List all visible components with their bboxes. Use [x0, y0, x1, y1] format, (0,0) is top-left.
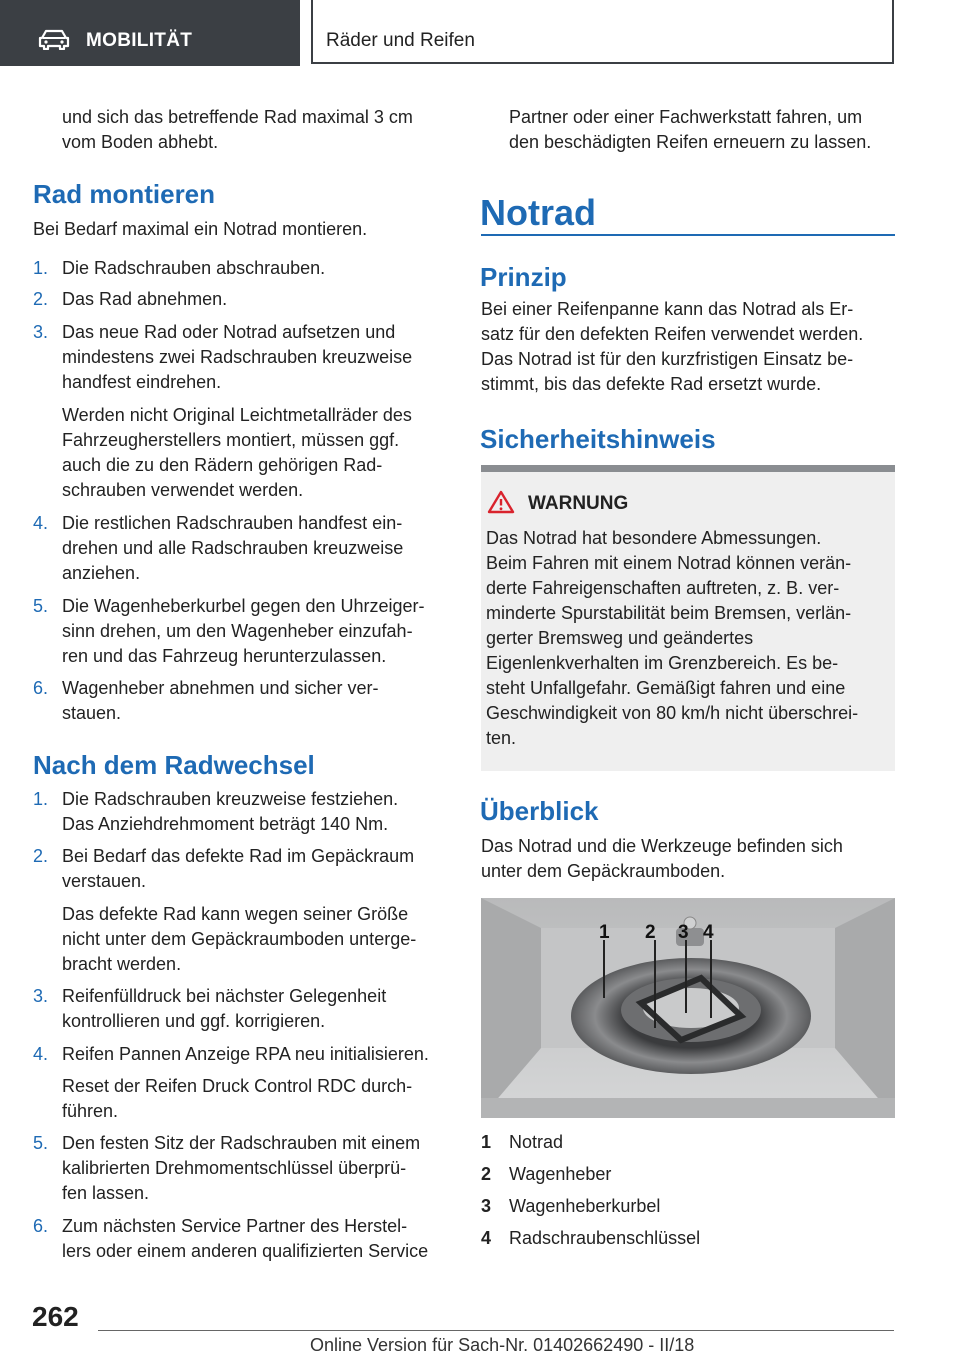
step-text: drehen und alle Radschrauben kreuzweise	[62, 538, 404, 558]
intro-line: vom Boden abhebt.	[62, 132, 219, 152]
callout-1: 1	[599, 922, 610, 943]
step-text: Das Anziehdrehmoment beträgt 140 Nm.	[62, 814, 389, 834]
paragraph-line: Das Notrad ist für den kurzfristigen Einsatz be-	[481, 349, 854, 369]
step-note: nicht unter dem Gepäckraumboden unterge-	[62, 929, 417, 949]
warning-line: steht Unfallgefahr. Gemäßigt fahren und eine	[486, 678, 846, 698]
step-number: 6.	[33, 1216, 49, 1236]
step-text: Wagenheber abnehmen und sicher ver-	[62, 678, 379, 698]
legend-number: 3	[481, 1196, 492, 1216]
step-note: Werden nicht Original Leichtmetallräder des	[62, 405, 412, 425]
section-title: MOBILITÄT	[86, 30, 193, 51]
legend-label: Radschraubenschlüssel	[509, 1228, 701, 1248]
footer-rule	[98, 1330, 894, 1331]
chapter-header	[311, 0, 894, 64]
step-note: schrauben verwendet werden.	[62, 480, 304, 500]
heading-notrad: Notrad	[480, 192, 596, 233]
paragraph-line: Bei einer Reifenpanne kann das Notrad als Er-	[481, 299, 854, 319]
step-number: 1.	[33, 258, 49, 278]
step-text: Das neue Rad oder Notrad aufsetzen und	[62, 322, 396, 342]
paragraph-line: stimmt, bis das defekte Rad ersetzt wurde.	[481, 374, 822, 394]
warning-line: ten.	[486, 728, 517, 748]
step-note: Das defekte Rad kann wegen seiner Größe	[62, 904, 409, 924]
warning-line: Das Notrad hat besondere Abmessungen.	[486, 528, 822, 548]
step-text: Die Radschrauben abschrauben.	[62, 258, 326, 278]
step-number: 2.	[33, 846, 49, 866]
step-text: Die Radschrauben kreuzweise festziehen.	[62, 789, 399, 809]
legend-number: 2	[481, 1164, 492, 1184]
intro-line: und sich das betreffende Rad maximal 3 cm	[62, 107, 413, 127]
warning-triangle-icon	[487, 490, 515, 519]
step-text: Bei Bedarf das defekte Rad im Gepäckraum	[62, 846, 415, 866]
step-number: 4.	[33, 513, 49, 533]
callout-2: 2	[645, 922, 656, 943]
step-number: 4.	[33, 1044, 49, 1064]
step-text: kalibrierten Drehmomentschlüssel überprü-	[62, 1158, 407, 1178]
step-text: Die Wagenheberkurbel gegen den Uhrzeiger-	[62, 596, 425, 616]
heading-prinzip: Prinzip	[480, 262, 567, 292]
heading-ueberblick: Überblick	[480, 796, 599, 826]
step-text: sinn drehen, um den Wagenheber einzufah-	[62, 621, 413, 641]
step-note: auch die zu den Rädern gehörigen Rad-	[62, 455, 383, 475]
step-note: Reset der Reifen Druck Control RDC durch-	[62, 1076, 413, 1096]
step-number: 5.	[33, 1133, 49, 1153]
step-text: handfest eindrehen.	[62, 372, 222, 392]
step-note: Fahrzeugherstellers montiert, müssen ggf.	[62, 430, 400, 450]
continuation-line: den beschädigten Reifen erneuern zu lassen.	[509, 132, 872, 152]
step-number: 6.	[33, 678, 49, 698]
step-text: Den festen Sitz der Radschrauben mit einem	[62, 1133, 421, 1153]
step-number: 3.	[33, 322, 49, 342]
paragraph: Bei Bedarf maximal ein Notrad montieren.	[33, 219, 368, 239]
step-text: Das Rad abnehmen.	[62, 289, 228, 309]
step-number: 5.	[33, 596, 49, 616]
step-text: stauen.	[62, 703, 122, 723]
step-text: anziehen.	[62, 563, 141, 583]
step-number: 1.	[33, 789, 49, 809]
step-text: Reifen Pannen Anzeige RPA neu initialisieren.	[62, 1044, 429, 1064]
warning-label: WARNUNG	[528, 493, 629, 514]
section-header	[0, 0, 300, 66]
callout-4: 4	[703, 922, 714, 943]
heading-rule	[481, 234, 895, 236]
warning-line: gerter Bremsweg und geändertes	[486, 628, 754, 648]
heading-nach-dem-radwechsel: Nach dem Radwechsel	[33, 750, 315, 780]
step-text: fen lassen.	[62, 1183, 150, 1203]
step-text: Reifenfülldruck bei nächster Gelegenheit	[62, 986, 387, 1006]
step-note: bracht werden.	[62, 954, 182, 974]
warning-line: derte Fahreigenschaften auftreten, z. B. ver-	[486, 578, 840, 598]
step-text: verstauen.	[62, 871, 147, 891]
step-note: führen.	[62, 1101, 119, 1121]
step-text: Die restlichen Radschrauben handfest ein-	[62, 513, 403, 533]
page-number: 262	[32, 1301, 79, 1332]
step-number: 3.	[33, 986, 49, 1006]
legend-number: 4	[481, 1228, 492, 1248]
step-text: Zum nächsten Service Partner des Herstel-	[62, 1216, 408, 1236]
paragraph-line: unter dem Gepäckraumboden.	[481, 861, 726, 881]
warning-line: Geschwindigkeit von 80 km/h nicht überschrei-	[486, 703, 859, 723]
spare-wheel-photo	[481, 898, 895, 1118]
warning-line: Eigenlenkverhalten im Grenzbereich. Es be-	[486, 653, 839, 673]
callout-3: 3	[678, 922, 689, 943]
legend-number: 1	[481, 1132, 492, 1152]
legend-label: Notrad	[509, 1132, 564, 1152]
legend-label: Wagenheberkurbel	[509, 1196, 661, 1216]
legend-label: Wagenheber	[509, 1164, 612, 1184]
warning-line: minderte Spurstabilität beim Bremsen, verlän-	[486, 603, 852, 623]
chapter-title: Räder und Reifen	[326, 30, 475, 51]
footer-text: Online Version für Sach-Nr. 01402662490 - II/18	[310, 1335, 695, 1355]
paragraph-line: satz für den defekten Reifen verwendet werden.	[481, 324, 864, 344]
heading-rad-montieren: Rad montieren	[33, 179, 216, 209]
heading-sicherheitshinweis: Sicherheitshinweis	[480, 424, 716, 454]
continuation-line: Partner oder einer Fachwerkstatt fahren, um	[509, 107, 863, 127]
step-number: 2.	[33, 289, 49, 309]
car-icon	[38, 28, 70, 55]
warning-line: Beim Fahren mit einem Notrad können verän-	[486, 553, 852, 573]
paragraph-line: Das Notrad und die Werkzeuge befinden sich	[481, 836, 843, 856]
step-text: lers oder einem anderen qualifizierten Service	[62, 1241, 429, 1261]
step-text: mindestens zwei Radschrauben kreuzweise	[62, 347, 413, 367]
step-text: ren und das Fahrzeug herunterzulassen.	[62, 646, 387, 666]
step-text: kontrollieren und ggf. korrigieren.	[62, 1011, 326, 1031]
